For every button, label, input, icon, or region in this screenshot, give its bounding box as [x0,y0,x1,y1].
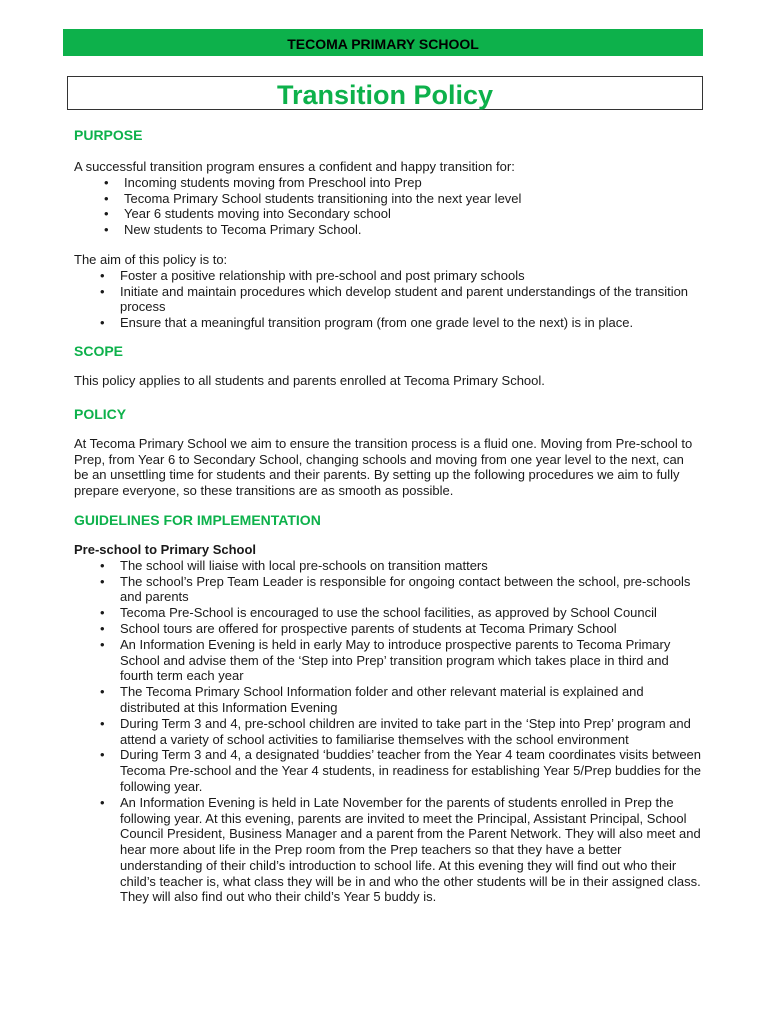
list-item: • Tecoma Pre-School is encouraged to use the school facilities, as approved by School Council [74,605,704,621]
list-item: • An Information Evening is held in early May to introduce prospective parents to Tecoma Primary School and advise them of the ‘Step into Prep’ transition program which takes place in third and fourth term each year [74,637,704,684]
guidelines-subheading: Pre-school to Primary School [74,541,257,557]
list-item: • During Term 3 and 4, pre-school children are invited to take part in the ‘Step into Prep’ program and attend a variety of school activities to familiarise themselves with the school environment [74,716,704,748]
policy-heading: POLICY [74,405,127,422]
guidelines-list [74,558,704,906]
guidelines-heading: GUIDELINES FOR IMPLEMENTATION [74,511,321,528]
list-item: • New students to Tecoma Primary School. [74,222,704,238]
list-item: • Foster a positive relationship with pre-school and post primary schools [74,268,704,284]
list-item: • Tecoma Primary School students transitioning into the next year level [74,191,704,207]
list-item: • The school will liaise with local pre-schools on transition matters [74,558,704,574]
scope-heading: SCOPE [74,342,124,359]
list-item: • Incoming students moving from Preschool into Prep [74,175,704,191]
aim-list [74,268,704,331]
list-item: • The Tecoma Primary School Information folder and other relevant material is explained and distributed at this Information Evening [74,684,704,716]
page-title: Transition Policy [276,80,494,110]
title-box [67,76,703,110]
policy-text: At Tecoma Primary School we aim to ensure the transition process is a fluid one. Moving from Pre-school to Prep, from Year 6 to Secondary School, changing schools and moving from one year level to the next, can be an unsettling time for students and their parents. By setting up the following procedures we aim to fully prepare everyone, so these transitions are as smooth as possible. [74,435,693,499]
school-banner: TECOMA PRIMARY SCHOOL [63,29,703,56]
list-item: • During Term 3 and 4, a designated ‘buddies’ teacher from the Year 4 team coordinates visits between Tecoma Pre-school and the Year 4 students, in readiness for establishing Year 5/Prep buddies for the following year. [74,747,704,794]
list-item: • The school’s Prep Team Leader is responsible for ongoing contact between the school, pre-schools and parents [74,574,704,606]
list-item: • An Information Evening is held in Late November for the parents of students enrolled in Prep the following year. At this evening, parents are invited to meet the Principal, Assistant Principal, School Council President, Business Manager and a parent from the Parent Network. They will also meet and hear more about life in the Prep room from the Prep teachers so that they have a better understanding of their child’s introduction to school life. At this evening they will find out who their child’s teacher is, what class they will be in and who the other students will be in their assigned class. They will also find out who their child’s Year 5 buddy is. [74,795,704,906]
list-item: • Initiate and maintain procedures which develop student and parent understandings of the transition process [74,284,704,316]
purpose-intro: A successful transition program ensures a confident and happy transition for: [74,159,515,174]
purpose-heading: PURPOSE [74,127,143,143]
document-body [74,126,704,905]
list-item: • School tours are offered for prospective parents of students at Tecoma Primary School [74,621,704,637]
scope-text: This policy applies to all students and parents enrolled at Tecoma Primary School. [74,372,545,388]
list-item: • Year 6 students moving into Secondary school [74,206,704,222]
aim-intro: The aim of this policy is to: [74,251,228,267]
purpose-list [74,175,704,238]
list-item: • Ensure that a meaningful transition program (from one grade level to the next) is in place. [74,315,704,331]
